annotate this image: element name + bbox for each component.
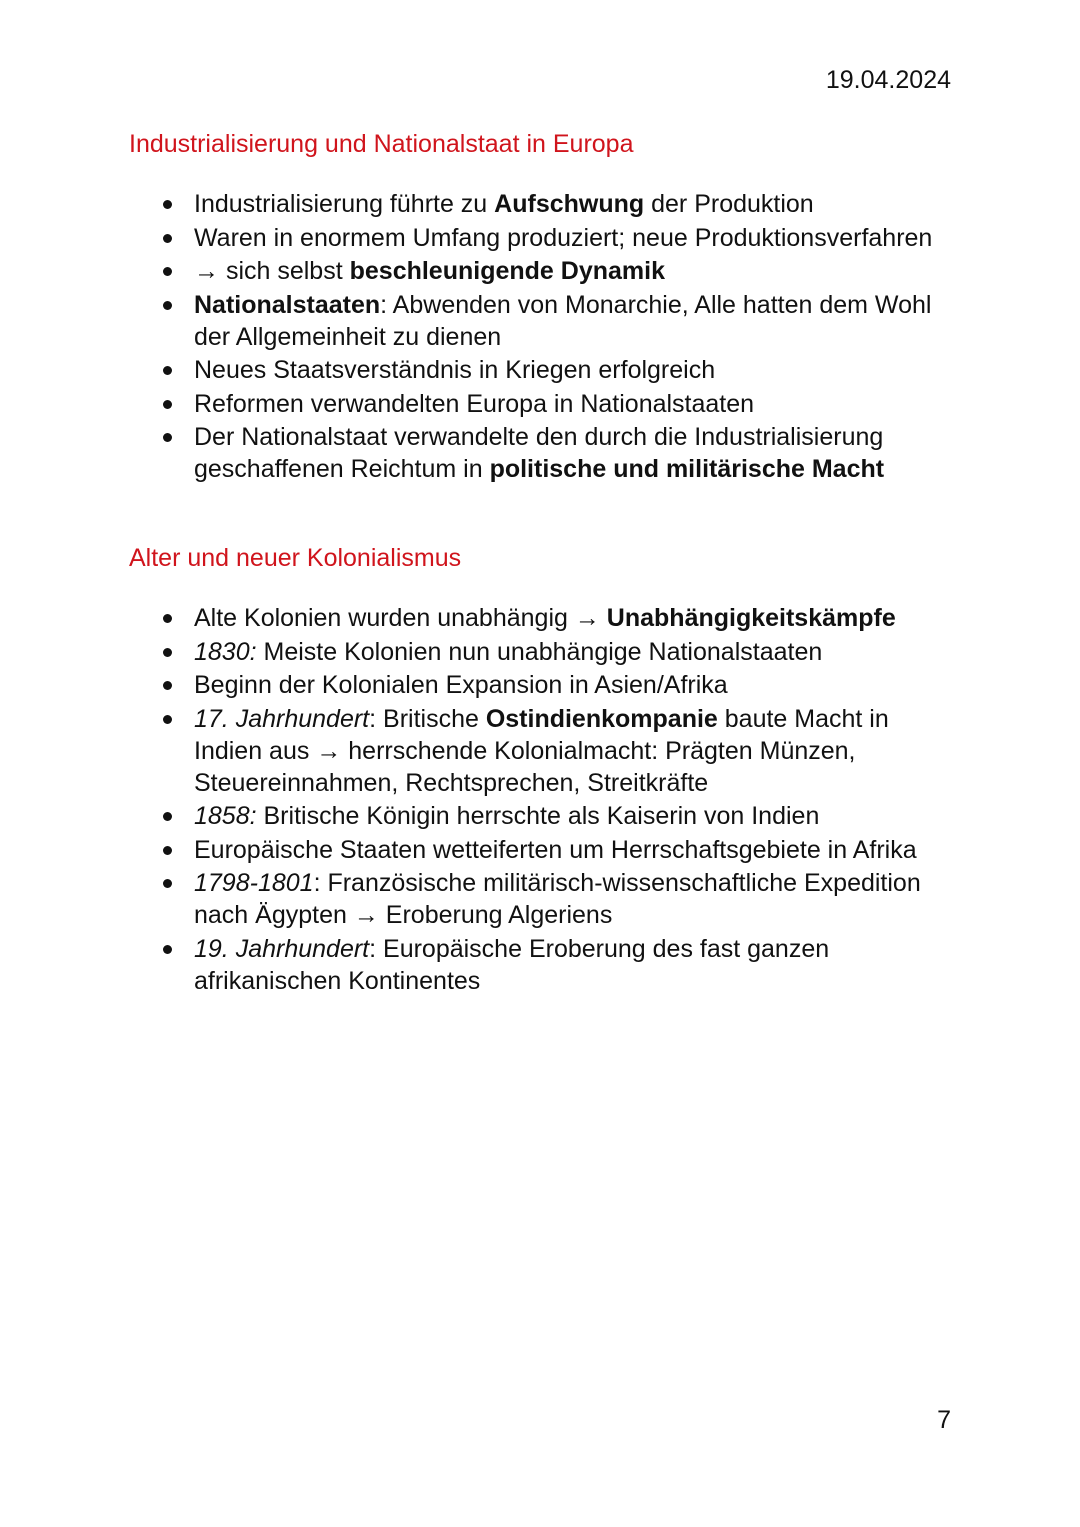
bullet-icon [163,433,172,442]
text-run: : Abwenden von Monarchie, Alle hatten dem Wohl der Allgemeinheit zu dienen [194,290,932,351]
bold-text: beschleunigende Dynamik [349,257,665,285]
text-run: Meiste Kolonien nun unabhängige Nationalstaaten [256,637,823,666]
list-item [129,867,959,931]
bullet-icon [163,200,172,209]
list-item [129,354,959,386]
bold-text: Unabhängigkeitskämpfe [606,604,896,632]
bullet-icon [163,267,172,276]
text-run: → sich selbst [194,257,350,285]
list-item [129,636,959,668]
bullet-icon [163,846,172,855]
bullet-icon [163,879,172,888]
page-number: 7 [937,1406,951,1434]
bullet-icon [163,614,172,623]
list-item [129,800,959,832]
text-run: Britische Königin herrschte als Kaiserin von Indien [256,802,820,830]
text-run: Beginn der Kolonialen Expansion in Asien/Afrika [194,671,728,699]
bold-text: Ostindienkompanie [485,704,718,733]
text-run: Alte Kolonien wurden unabhängig → [194,604,607,632]
bullet-list [129,188,959,485]
section-kolonialismus [129,542,959,998]
italic-text: 1830: [194,637,257,666]
text-run: : Französische militärisch-wissenschaftliche Expedition nach Ägypten → Eroberung Algeriens [194,869,921,929]
bullet-icon [163,648,172,657]
bullet-icon [163,681,172,690]
bullet-list [129,602,959,997]
page-date: 19.04.2024 [825,66,951,94]
italic-text: 17. Jahrhundert [194,704,370,733]
bullet-icon [163,400,172,409]
text-run: : Europäische Eroberung des fast ganzen afrikanischen Kontinentes [194,934,830,995]
text-run: baute Macht in Indien aus → herrschende Kolonialmacht: Prägten Münzen, Steuereinnahmen, Rechtsprechen, Streitkräfte [194,704,889,797]
bullet-icon [163,812,172,821]
list-item [129,222,959,254]
bold-text: Aufschwung [494,190,645,218]
text-run: Reformen verwandelten Europa in Nationalstaaten [194,389,755,418]
italic-text: 19. Jahrhundert [194,934,370,963]
list-item [129,933,959,997]
list-item [129,669,959,701]
bullet-icon [163,366,172,375]
text-run: Industrialisierung führte zu [194,190,495,218]
text-run: Europäische Staaten wetteiferten um Herrschaftsgebiete in Afrika [194,835,917,864]
bold-text: politische und militärische Macht [489,455,885,483]
text-run: : Britische [369,704,486,733]
bold-text: Nationalstaaten [194,290,381,319]
section-heading: Industrialisierung und Nationalstaat in Europa [129,130,634,158]
bullet-icon [163,715,172,724]
italic-text: 1798-1801 [194,869,314,897]
text-run: Waren in enormem Umfang produziert; neue Produktionsverfahren [194,223,933,252]
list-item [129,602,959,634]
list-item [129,188,959,220]
text-run: der Produktion [644,190,814,218]
list-item [129,703,959,799]
list-item [129,421,959,485]
text-run: Der Nationalstaat verwandelte den durch die Industrialisierung geschaffenen Reichtum in [194,423,884,483]
text-run: Neues Staatsverständnis in Kriegen erfolgreich [194,356,716,384]
list-item [129,289,959,353]
bullet-icon [163,301,172,310]
section-industrialisierung [129,128,959,487]
section-heading: Alter und neuer Kolonialismus [129,544,462,572]
list-item [129,388,959,420]
bullet-icon [163,945,172,954]
italic-text: 1858: [194,802,257,830]
bullet-icon [163,234,172,243]
list-item [129,834,959,866]
list-item [129,255,959,287]
